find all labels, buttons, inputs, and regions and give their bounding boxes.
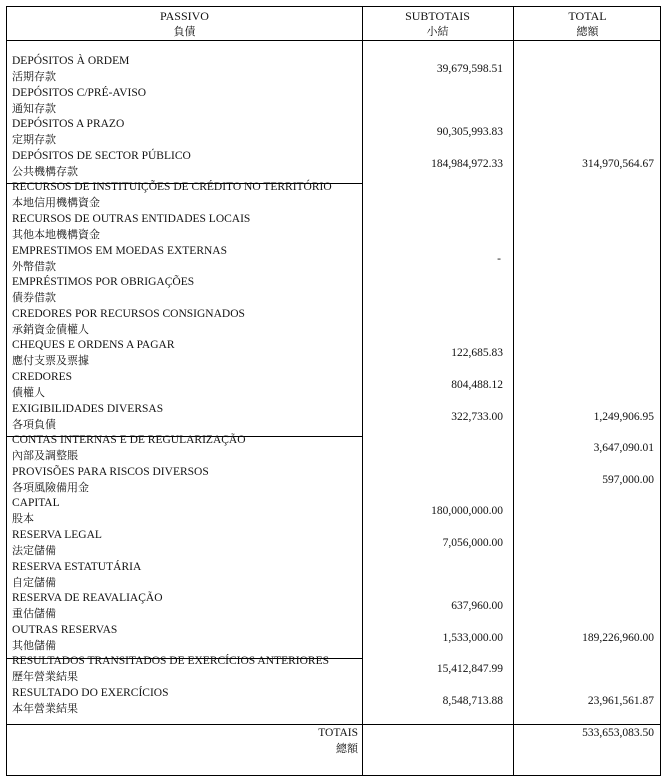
balance-sheet-table [6,6,661,776]
table-row [7,54,660,85]
row-label-zh: 重估儲備 [12,607,56,621]
row-label [12,591,163,621]
row-label-zh: 歷年營業結果 [12,670,78,684]
row-total: 23,961,561.87 [587,695,654,707]
row-subtotal: 39,679,598.51 [436,63,503,75]
totals-label-zh: 總額 [336,742,358,755]
row-label-zh: 各項負債 [12,417,56,431]
row-label-pt: DEPÓSITOS C/PRÉ-AVISO [12,86,147,99]
row-subtotal: 122,685.83 [451,347,503,360]
row-label [12,275,194,305]
row-label-zh: 債權人 [12,386,45,399]
row-label [12,654,329,684]
table-row [7,654,660,685]
table-row [7,275,660,306]
row-label-zh: 外幣借款 [12,259,56,273]
row-label-pt: CONTAS INTERNAS E DE REGULARIZAÇÃO [12,434,246,447]
header-total-zh-label: 總額 [576,25,599,38]
row-label [12,560,141,590]
row-label-pt: PROVISÕES PARA RISCOS DIVERSOS [12,465,209,478]
table-row [7,496,660,527]
row-label-pt: CREDORES POR RECURSOS CONSIGNADOS [12,307,245,320]
row-label-pt: OUTRAS RESERVAS [12,623,118,636]
row-label-pt: RESERVA ESTATUTÁRIA [12,560,142,573]
table-row [7,623,660,654]
table-row [7,180,660,211]
row-subtotal: 637,960.00 [451,600,503,613]
row-total: 314,970,564.67 [582,157,654,170]
row-subtotal: 1,533,000.00 [442,631,503,644]
table-row [7,433,660,464]
row-label [12,433,246,463]
header-subtotais-zh-label: 小結 [426,25,449,38]
totals-row [7,725,660,770]
row-label [12,149,191,179]
table-row [7,117,660,148]
row-label-pt: EMPRESTIMOS EM MOEDAS EXTERNAS [12,244,228,257]
row-label-pt: EMPRÉSTIMOS POR OBRIGAÇÕES [12,276,195,289]
row-label [12,117,124,147]
row-label [12,402,163,432]
table-row [7,212,660,243]
row-label-zh: 自定儲備 [12,575,56,589]
row-label [12,623,117,653]
row-subtotal: 7,056,000.00 [442,537,503,549]
header-subtotais [362,9,513,39]
row-label-pt: RESULTADOS TRANSITADOS DE EXERCÍCIOS ANTERIORES [12,655,329,668]
row-total: 3,647,090.01 [593,442,654,455]
header-passivo-zh-label: 負債 [173,25,196,38]
header-subtotais-label: SUBTOTAIS [405,9,470,23]
row-label [12,496,60,526]
row-label-zh: 本年營業結果 [12,702,78,715]
row-subtotal: 15,412,847.99 [436,663,503,676]
row-label-pt: RESERVA DE REAVALIAÇÃO [12,592,163,605]
table-row [7,244,660,275]
row-label-pt: RECURSOS DE INSTITUIÇÕES DE CRÉDITO NO TERRITÓRIO [12,181,332,194]
row-label-zh: 債券借款 [12,291,56,305]
table-row [7,307,660,338]
row-label-pt: RESERVA LEGAL [12,529,102,541]
table-row [7,338,660,369]
table-row [7,465,660,496]
row-total: 597,000.00 [602,473,654,486]
totals-label-pt: TOTAIS [318,727,358,739]
row-label [12,528,102,558]
row-subtotal: 8,548,713.88 [442,695,503,707]
row-label-pt: CHEQUES E ORDENS A PAGAR [12,339,175,352]
table-row [7,560,660,591]
row-label-pt: DEPÓSITOS DE SECTOR PÚBLICO [12,149,191,162]
table-row [7,149,660,180]
table-row [7,402,660,433]
row-label-zh: 公共機構存款 [12,164,78,178]
header-rule [7,40,660,41]
row-label-pt: CAPITAL [12,497,60,510]
row-label-pt: DEPÓSITOS À ORDEM [12,55,130,67]
row-subtotal: 804,488.12 [451,379,503,391]
row-total: 189,226,960.00 [582,631,654,644]
totals-value: 533,653,083.50 [582,727,654,739]
row-label-zh: 其他儲備 [12,638,56,652]
row-total: 1,249,906.95 [593,410,654,423]
table-row [7,686,660,717]
row-subtotal: - [497,252,501,265]
header-passivo [7,9,362,39]
row-label-zh: 內部及調整賬 [12,449,78,463]
row-label-pt: RECURSOS DE OUTRAS ENTIDADES LOCAIS [12,213,251,225]
row-subtotal: 184,984,972.33 [431,157,503,170]
row-subtotal: 180,000,000.00 [431,505,503,518]
row-subtotal: 90,305,993.83 [436,126,503,139]
row-label [12,180,332,210]
row-subtotal: 322,733.00 [451,410,503,423]
row-label [12,54,129,84]
row-label-zh: 本地信用機構資金 [12,196,100,210]
row-label [12,338,175,368]
row-label-zh: 承銷資金債權人 [12,322,89,336]
row-label-pt: EXIGIBILIDADES DIVERSAS [12,402,164,415]
table-row [7,528,660,559]
row-label [12,465,209,495]
row-label-zh: 法定儲備 [12,544,56,557]
row-label-zh: 定期存款 [12,133,56,147]
totals-label [318,726,358,757]
row-label-pt: DEPÓSITOS A PRAZO [12,118,125,131]
row-label [12,86,146,116]
row-label [12,370,72,400]
row-label-pt: CREDORES [12,371,73,383]
row-label [12,307,245,337]
row-label [12,212,250,242]
row-label-zh: 各項風險備用金 [12,480,89,494]
header-total-label: TOTAL [568,9,607,23]
table-row [7,370,660,401]
row-label [12,686,168,716]
table-row [7,591,660,622]
row-label-zh: 股本 [12,512,34,526]
header-passivo-label: PASSIVO [160,9,209,23]
header-total [513,9,662,39]
row-label [12,244,227,274]
row-label-zh: 活期存款 [12,70,56,83]
table-row [7,86,660,117]
row-label-zh: 其他本地機構資金 [12,228,100,241]
row-label-pt: RESULTADO DO EXERCÍCIOS [12,687,169,699]
row-label-zh: 通知存款 [12,101,56,115]
row-label-zh: 應付支票及票據 [12,354,89,368]
